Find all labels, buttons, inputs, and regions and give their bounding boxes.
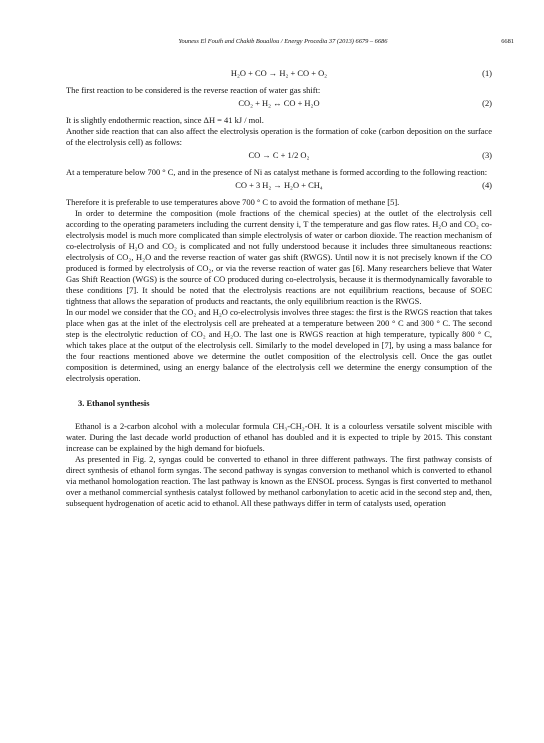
paragraph-synthesis-pathways: As presented in Fig. 2, syngas could be converted to ethanol in three different pathways. The first pathway consists of direct synthesis of ethanol form syngas. The second pathway is syngas conversion to methanol which is converted to ethanol via methanol homologation reaction. The last pathway is known as the ENSOL process. Syngas is first converted to methanol over a methanol commercial synthesis catalyst followed by methanol carbonylation to acetic acid in the second step and, then, subsequent hydrogenation of acetic acid to ethanol. All these pathways differ in term of catalysts used, operation (66, 454, 492, 508)
paragraph-methane-conditions: At a temperature below 700 ° C, and in the presence of Ni as catalyst methane is formed according to the following reaction: (66, 167, 488, 177)
paragraph-coke-formation: Another side reaction that can also affect the electrolysis operation is the formation of coke (carbon deposition on the surface of the electrolysis cell) as follows: (66, 126, 492, 147)
section-heading: 3. Ethanol synthesis (78, 398, 150, 408)
paragraph-temperature-advice: Therefore it is preferable to use temperatures above 700 ° C to avoid the formation of methane [5]. (66, 197, 400, 207)
equation-4-number: (4) (482, 180, 492, 190)
paragraph-endothermic: It is slightly endothermic reaction, since ΔH = 41 kJ / mol. (66, 115, 264, 125)
paragraph-ethanol-intro: Ethanol is a 2-carbon alcohol with a molecular formula CH₃-CH₂-OH. It is a colourless versatile solvent miscible with water. During the last decade world production of ethanol has doubled and it is expected to triple by 2015. This constant increase can be explained by the high demand for biofuels. (66, 421, 492, 453)
equation-3 (66, 150, 492, 162)
equation-2-expression: CO₂ + H₂ ↔ CO + H₂O (238, 98, 320, 108)
equation-4 (66, 180, 492, 192)
running-header: Youness El Fouih and Chakib Bouallou / Energy Procedia 37 (2013) 6679 – 6686 (178, 38, 388, 45)
equation-3-number: (3) (482, 150, 492, 160)
equation-1 (66, 68, 492, 80)
body-text (66, 66, 492, 509)
equation-1-expression: H₂O + CO → H₂ + CO + O₂ (230, 68, 328, 78)
paragraph-co-electrolysis: In order to determine the composition (mole fractions of the chemical species) at the outlet of the electrolysis cell according to the operating parameters including the current density i, T the temperature and gas flow rates. H₂O and CO₂ co-electrolysis model is much more complicated than simple electrolysis of water or carbon dioxide. The reaction mechanism of co-electrolysis of H₂O and CO₂ is complicated and not fully understood because it includes three simultaneous reactions: electrolysis of CO₂, H₂O and the reverse reaction of water gas shift (RWGS). Until now it is not precisely known if the CO produced is formed by electrolysis of CO₂, or via the reverse reaction of water gas [6]. Many researchers believe that Water Gas Shift Reaction (WGS) is the source of CO produced during co-electrolysis, because it is thermodynamically favorable to these conditions [7]. It should be noted that the electrolysis reactions are not equilibrium reactions, because of SOEC tightness that allows the separation of products and reactants, the only equilibrium reaction is the RWGS. (66, 208, 492, 306)
equation-4-expression: CO + 3 H₂ → H₂O + CH₄ (235, 180, 323, 190)
equation-2-number: (2) (482, 98, 492, 108)
equation-2 (66, 98, 492, 110)
page-number: 6681 (501, 38, 514, 45)
paragraph-model-description: In our model we consider that the CO₂ and H₂O co-electrolysis involves three stages: the first is the RWGS reaction that takes place when gas at the inlet of the electrolysis cell are preheated at a temperature between 200 ° C and 300 ° C. The second step is the electrolytic reduction of CO₂ and H₂O. The last one is RWGS reaction at high temperature, typically 800 ° C, which takes place at the output of the electrolysis cell. Similarly to the model developed in [7], by using a mass balance for the four reactions mentioned above we determine the outlet composition of the electrolysis cell. Once the gas outlet composition is determined, using an energy balance of the electrolysis cell we determine the energy consumption of the electrolysis operation. (66, 307, 492, 383)
equation-1-number: (1) (482, 68, 492, 78)
paragraph-rwgs-intro: The first reaction to be considered is the reverse reaction of water gas shift: (66, 85, 321, 95)
equation-3-expression: CO → C + 1/2 O₂ (248, 150, 310, 160)
